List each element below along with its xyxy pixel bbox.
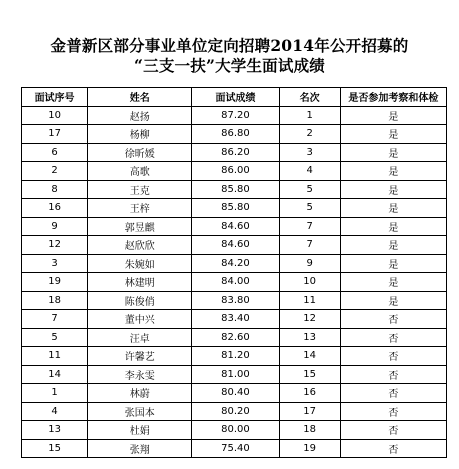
cell-rank: 18: [279, 421, 340, 440]
cell-exam-participation: 是: [340, 162, 446, 181]
cell-rank: 17: [279, 402, 340, 421]
cell-rank: 1: [279, 106, 340, 125]
cell-interview-number: 6: [22, 143, 88, 162]
cell-interview-number: 10: [22, 106, 88, 125]
table-row: [22, 384, 447, 403]
cell-exam-participation: 否: [340, 365, 446, 384]
cell-exam-participation: 是: [340, 273, 446, 292]
cell-interview-number: 13: [22, 421, 88, 440]
cell-interview-score: 82.60: [192, 328, 279, 347]
table-header-row: [22, 88, 447, 107]
table-row: [22, 254, 447, 273]
cell-interview-score: 87.20: [192, 106, 279, 125]
cell-rank: 16: [279, 384, 340, 403]
table-row: [22, 106, 447, 125]
table-row: [22, 291, 447, 310]
cell-rank: 10: [279, 273, 340, 292]
cell-interview-score: 75.40: [192, 439, 279, 458]
cell-rank: 9: [279, 254, 340, 273]
cell-interview-number: 4: [22, 402, 88, 421]
cell-interview-number: 12: [22, 236, 88, 255]
cell-name: 林蔚: [88, 384, 192, 403]
table-row: [22, 310, 447, 329]
cell-name: 赵扬: [88, 106, 192, 125]
table-row: [22, 125, 447, 144]
table-row: [22, 162, 447, 181]
table-row: [22, 365, 447, 384]
table-row: [22, 199, 447, 218]
results-table: [21, 87, 447, 458]
cell-exam-participation: 否: [340, 384, 446, 403]
table-row: [22, 347, 447, 366]
cell-name: 杜娟: [88, 421, 192, 440]
cell-name: 王梓: [88, 199, 192, 218]
cell-interview-score: 86.80: [192, 125, 279, 144]
cell-interview-score: 80.20: [192, 402, 279, 421]
cell-rank: 7: [279, 217, 340, 236]
header-rank: 名次: [279, 88, 340, 107]
cell-name: 王克: [88, 180, 192, 199]
cell-name: 郭昱麒: [88, 217, 192, 236]
header-interview-score: 面试成绩: [192, 88, 279, 107]
cell-rank: 3: [279, 143, 340, 162]
cell-interview-score: 85.80: [192, 199, 279, 218]
cell-name: 张国本: [88, 402, 192, 421]
cell-interview-score: 81.20: [192, 347, 279, 366]
cell-name: 许馨艺: [88, 347, 192, 366]
cell-exam-participation: 是: [340, 143, 446, 162]
cell-name: 林建明: [88, 273, 192, 292]
cell-exam-participation: 否: [340, 347, 446, 366]
cell-exam-participation: 是: [340, 254, 446, 273]
cell-interview-number: 3: [22, 254, 88, 273]
cell-interview-score: 86.00: [192, 162, 279, 181]
cell-exam-participation: 否: [340, 328, 446, 347]
cell-rank: 7: [279, 236, 340, 255]
cell-exam-participation: 是: [340, 199, 446, 218]
table-row: [22, 439, 447, 458]
document-title-line2: “三支一扶”大学生面试成绩: [134, 56, 325, 75]
header-interview-number: 面试序号: [22, 88, 88, 107]
table-row: [22, 328, 447, 347]
cell-interview-number: 11: [22, 347, 88, 366]
cell-interview-score: 83.80: [192, 291, 279, 310]
header-exam-participation: 是否参加考察和体检: [340, 88, 446, 107]
cell-interview-score: 84.60: [192, 217, 279, 236]
cell-exam-participation: 是: [340, 217, 446, 236]
cell-exam-participation: 否: [340, 310, 446, 329]
cell-interview-number: 9: [22, 217, 88, 236]
table-row: [22, 180, 447, 199]
cell-interview-number: 5: [22, 328, 88, 347]
cell-name: 徐昕媛: [88, 143, 192, 162]
cell-rank: 13: [279, 328, 340, 347]
cell-interview-score: 84.60: [192, 236, 279, 255]
table-row: [22, 236, 447, 255]
cell-interview-score: 86.20: [192, 143, 279, 162]
cell-name: 董中兴: [88, 310, 192, 329]
cell-interview-score: 84.20: [192, 254, 279, 273]
cell-name: 李永雯: [88, 365, 192, 384]
cell-rank: 19: [279, 439, 340, 458]
cell-name: 张翔: [88, 439, 192, 458]
table-row: [22, 217, 447, 236]
cell-exam-participation: 是: [340, 291, 446, 310]
cell-exam-participation: 是: [340, 236, 446, 255]
cell-name: 赵欣欣: [88, 236, 192, 255]
cell-exam-participation: 是: [340, 180, 446, 199]
cell-name: 杨柳: [88, 125, 192, 144]
cell-name: 陈俊俏: [88, 291, 192, 310]
header-name: 姓名: [88, 88, 192, 107]
cell-interview-number: 14: [22, 365, 88, 384]
cell-rank: 5: [279, 180, 340, 199]
cell-interview-score: 84.00: [192, 273, 279, 292]
document-title-line1: 金普新区部分事业单位定向招聘2014年公开招募的: [50, 36, 409, 55]
cell-interview-number: 17: [22, 125, 88, 144]
table-row: [22, 402, 447, 421]
cell-rank: 5: [279, 199, 340, 218]
table-row: [22, 421, 447, 440]
cell-interview-number: 18: [22, 291, 88, 310]
cell-exam-participation: 否: [340, 421, 446, 440]
cell-interview-score: 80.00: [192, 421, 279, 440]
cell-rank: 14: [279, 347, 340, 366]
cell-interview-score: 81.00: [192, 365, 279, 384]
cell-interview-number: 15: [22, 439, 88, 458]
cell-rank: 15: [279, 365, 340, 384]
cell-exam-participation: 是: [340, 125, 446, 144]
table-body: [22, 106, 447, 458]
cell-interview-number: 8: [22, 180, 88, 199]
table-row: [22, 143, 447, 162]
cell-interview-number: 16: [22, 199, 88, 218]
cell-interview-score: 83.40: [192, 310, 279, 329]
table-row: [22, 273, 447, 292]
cell-rank: 2: [279, 125, 340, 144]
cell-name: 朱婉如: [88, 254, 192, 273]
cell-exam-participation: 是: [340, 106, 446, 125]
cell-exam-participation: 否: [340, 402, 446, 421]
cell-name: 高歌: [88, 162, 192, 181]
cell-exam-participation: 否: [340, 439, 446, 458]
cell-interview-number: 1: [22, 384, 88, 403]
cell-rank: 12: [279, 310, 340, 329]
cell-interview-score: 85.80: [192, 180, 279, 199]
cell-interview-number: 2: [22, 162, 88, 181]
cell-rank: 4: [279, 162, 340, 181]
cell-interview-score: 80.40: [192, 384, 279, 403]
cell-interview-number: 19: [22, 273, 88, 292]
cell-interview-number: 7: [22, 310, 88, 329]
cell-rank: 11: [279, 291, 340, 310]
cell-name: 汪卓: [88, 328, 192, 347]
